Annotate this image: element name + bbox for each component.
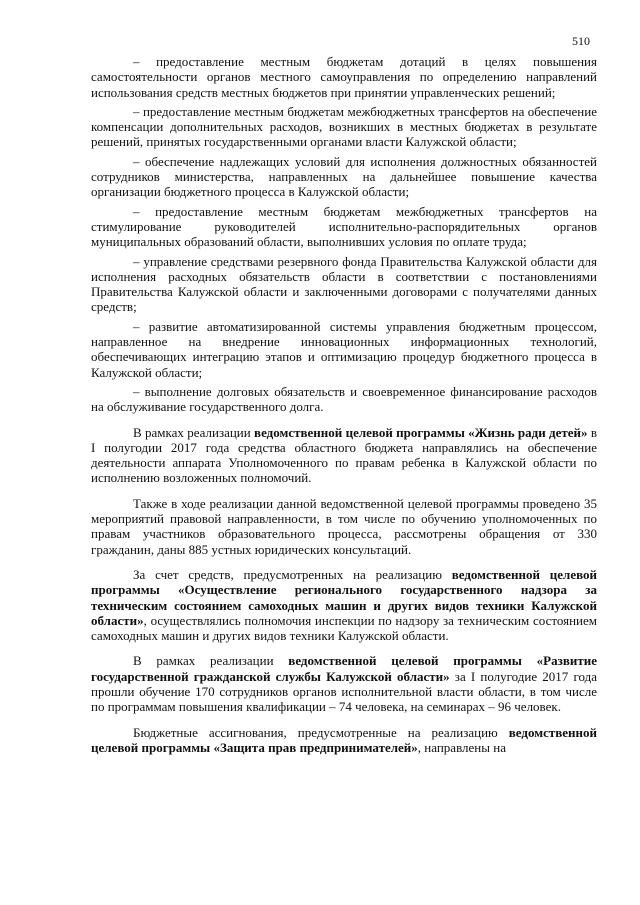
- program-name-bold: ведомственной целевой программы «Жизнь ради детей»: [254, 424, 588, 440]
- paragraph-2: – предоставление местным бюджетам межбюджетных трансфертов на обеспечение компенсации дополнительных расходов, возникших в местных бюджетах в результате решений, принятых государственными органами власти Калужской области;: [91, 103, 597, 150]
- paragraph-8: В рамках реализации ведомственной целевой программы «Жизнь ради детей» в I полугодии 2017 года средства областного бюджета направлялись на обеспечение деятельности аппарата Уполномоченного по правам ребенка в Калужской области по исполнению возложенных полномочий.: [91, 424, 598, 486]
- program-name-bold: ведомственной целевой программы «Развитие государственной гражданской службы Калужской области»: [91, 653, 597, 684]
- paragraph-7: – выполнение долговых обязательств и своевременное финансирование расходов на обслуживание государственного долга.: [91, 383, 597, 415]
- paragraph-1: – предоставление местным бюджетам дотаций в целях повышения самостоятельности органов местного самоуправления по определению направлений использования средств местных бюджетов при принятии управленческих решений;: [91, 54, 597, 100]
- paragraph-5: – управление средствами резервного фонда Правительства Калужской области для исполнения расходных обязательств области в соответствии с постановлениями Правительства Калужской области и заключенными договорами с получателями данных средств;: [91, 253, 597, 315]
- paragraph-4: – предоставление местным бюджетам межбюджетных трансфертов на стимулирование руководителей исполнительно-распорядительных органов муниципальных образований области, выполнивших условия по оплате труда;: [91, 203, 597, 250]
- paragraph-6: – развитие автоматизированной системы управления бюджетным процессом, направленное на внедрение инновационных информационных технологий, обеспечивающих интеграцию этапов и оптимизацию процедур бюджетного процесса в Калужской области;: [91, 318, 597, 380]
- program-name-bold: ведомственной целевой программы «Осуществление регионального государственного надзора за техническим состоянием самоходных машин и других видов техники Калужской области»: [91, 566, 598, 628]
- program-name-bold: ведомственной целевой программы «Защита прав предпринимателей»: [91, 724, 597, 755]
- paragraph-9: Также в ходе реализации данной ведомственной целевой программы проведено 35 мероприятий правовой направленности, в том числе по обучению уполномоченных по правам участников образовательного процесса, рассмотрены обращения от 330 гражданин, даны 885 устных юридических консультаций.: [91, 495, 597, 557]
- document-body: [91, 54, 597, 755]
- paragraph-12: Бюджетные ассигнования, предусмотренные на реализацию ведомственной целевой программы «Защита прав предпринимателей», направлены на: [91, 724, 597, 755]
- page-number: 510: [572, 34, 590, 48]
- paragraph-10: За счет средств, предусмотренных на реализацию ведомственной целевой программы «Осуществление регионального государственного надзора за техническим состоянием самоходных машин и других видов техники Калужской области», осуществлялись полномочия инспекции по надзору за техническим состоянием самоходных машин и других видов техники Калужской области.: [91, 566, 598, 644]
- paragraph-3: – обеспечение надлежащих условий для исполнения должностных обязанностей сотрудников министерства, направленных на дальнейшее повышение качества организации бюджетного процесса в Калужской области;: [91, 153, 597, 200]
- paragraph-11: В рамках реализации ведомственной целевой программы «Развитие государственной гражданской службы Калужской области» за I полугодие 2017 года прошли обучение 170 сотрудников органов исполнительной власти области, в том числе по программам повышения квалификации – 74 человека, на семинарах – 96 человек.: [91, 653, 597, 715]
